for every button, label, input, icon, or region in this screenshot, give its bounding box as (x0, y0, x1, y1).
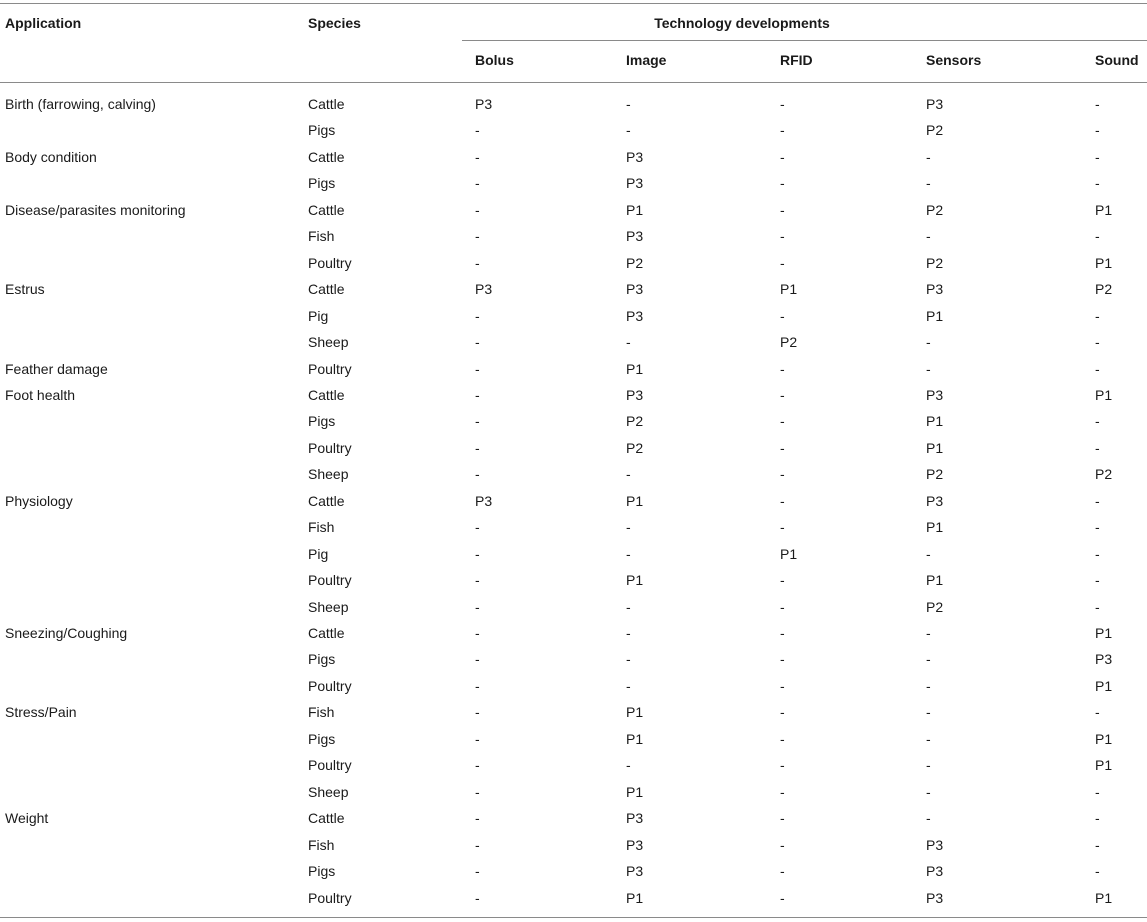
cell-image: P2 (626, 439, 644, 456)
cell-bolus: - (475, 307, 480, 324)
cell-image: P2 (626, 254, 644, 271)
cell-application: Body condition (5, 148, 97, 165)
cell-rfid: - (780, 307, 785, 324)
cell-bolus: - (475, 572, 480, 589)
cell-sound: P1 (1095, 757, 1113, 774)
table-row (0, 461, 1147, 488)
header-sensors: Sensors (926, 52, 982, 68)
cell-image: P1 (626, 730, 644, 747)
cell-sound: - (1095, 492, 1100, 509)
cell-species: Poultry (308, 677, 352, 694)
cell-image: P3 (626, 810, 644, 827)
cell-application: Foot health (5, 386, 76, 403)
cell-rfid: - (780, 122, 785, 139)
header-bolus: Bolus (475, 52, 514, 68)
cell-sensors: P1 (926, 307, 944, 324)
cell-bolus: - (475, 122, 480, 139)
cell-bolus: - (475, 175, 480, 192)
cell-species: Pig (308, 545, 329, 562)
cell-bolus: - (475, 625, 480, 641)
cell-species: Sheep (308, 334, 349, 351)
table-row (0, 673, 1147, 700)
cell-sound: - (1095, 96, 1100, 112)
cell-sensors: - (926, 704, 931, 721)
cell-bolus: - (475, 519, 480, 536)
cell-image: P1 (626, 704, 644, 721)
cell-image: P3 (626, 281, 644, 298)
cell-sensors: - (926, 810, 931, 827)
cell-species: Poultry (308, 757, 352, 774)
cell-sensors: P3 (926, 836, 944, 853)
cell-species: Poultry (308, 572, 352, 589)
cell-sensors: - (926, 360, 931, 377)
table-row (0, 858, 1147, 885)
cell-sensors: - (926, 334, 931, 351)
cell-rfid: - (780, 677, 785, 694)
cell-sound: - (1095, 704, 1100, 721)
cell-rfid: - (780, 360, 785, 377)
table-row (0, 567, 1147, 594)
table-row (0, 329, 1147, 356)
cell-species: Sheep (308, 466, 349, 483)
cell-image: P1 (626, 783, 644, 800)
cell-bolus: - (475, 889, 480, 906)
table-top-rule (0, 3, 1147, 4)
table-row (0, 620, 1147, 647)
cell-bolus: - (475, 386, 480, 403)
cell-sound: P1 (1095, 730, 1113, 747)
cell-sound: - (1095, 360, 1100, 377)
cell-bolus: - (475, 757, 480, 774)
cell-species: Cattle (308, 281, 345, 298)
cell-species: Cattle (308, 625, 345, 641)
cell-sensors: - (926, 228, 931, 245)
cell-bolus: - (475, 651, 480, 668)
cell-sensors: P3 (926, 889, 944, 906)
table-bottom-rule (0, 917, 1147, 918)
cell-sound: - (1095, 175, 1100, 192)
cell-rfid: - (780, 704, 785, 721)
cell-bolus: - (475, 228, 480, 245)
header-image: Image (626, 52, 667, 68)
cell-bolus: - (475, 598, 480, 615)
table-row (0, 144, 1147, 171)
cell-sound: - (1095, 836, 1100, 853)
cell-sensors: - (926, 175, 931, 192)
cell-sound: - (1095, 148, 1100, 165)
cell-application: Feather damage (5, 360, 108, 377)
cell-sound: - (1095, 598, 1100, 615)
cell-image: - (626, 545, 631, 562)
cell-species: Pigs (308, 175, 336, 192)
cell-bolus: - (475, 545, 480, 562)
cell-application: Disease/parasites monitoring (5, 201, 186, 218)
cell-species: Poultry (308, 439, 352, 456)
cell-sensors: P2 (926, 254, 944, 271)
cell-application: Birth (farrowing, calving) (5, 96, 156, 112)
cell-species: Pig (308, 307, 329, 324)
cell-sound: - (1095, 783, 1100, 800)
cell-sound: - (1095, 572, 1100, 589)
cell-bolus: - (475, 704, 480, 721)
cell-species: Pigs (308, 651, 336, 668)
cell-rfid: - (780, 201, 785, 218)
table-row (0, 646, 1147, 673)
cell-bolus: - (475, 730, 480, 747)
table-row (0, 117, 1147, 144)
cell-bolus: P3 (475, 281, 493, 298)
cell-rfid: - (780, 757, 785, 774)
cell-sound: P1 (1095, 889, 1113, 906)
cell-image: - (626, 757, 631, 774)
cell-rfid: - (780, 730, 785, 747)
cell-sound: P1 (1095, 625, 1113, 641)
cell-bolus: - (475, 783, 480, 800)
cell-rfid: - (780, 386, 785, 403)
cell-sensors: P2 (926, 598, 944, 615)
cell-sensors: P1 (926, 413, 944, 430)
table-row (0, 805, 1147, 832)
cell-species: Cattle (308, 201, 345, 218)
cell-sound: - (1095, 863, 1100, 880)
cell-image: - (626, 519, 631, 536)
table-row (0, 514, 1147, 541)
table-row (0, 752, 1147, 779)
cell-rfid: - (780, 651, 785, 668)
cell-rfid: - (780, 625, 785, 641)
cell-sound: P2 (1095, 466, 1113, 483)
cell-sound: - (1095, 545, 1100, 562)
header-sound: Sound (1095, 52, 1139, 68)
header-rfid: RFID (780, 52, 813, 68)
cell-sensors: - (926, 677, 931, 694)
cell-sensors: - (926, 651, 931, 668)
cell-rfid: - (780, 148, 785, 165)
cell-image: P3 (626, 307, 644, 324)
cell-sound: P1 (1095, 677, 1113, 694)
cell-image: - (626, 677, 631, 694)
cell-bolus: - (475, 466, 480, 483)
cell-sensors: P1 (926, 519, 944, 536)
cell-species: Sheep (308, 783, 349, 800)
cell-species: Pigs (308, 863, 336, 880)
header-technology-group: Technology developments (654, 15, 830, 31)
cell-bolus: - (475, 836, 480, 853)
cell-species: Fish (308, 704, 335, 721)
cell-species: Pigs (308, 730, 336, 747)
cell-sensors: P1 (926, 439, 944, 456)
cell-species: Fish (308, 228, 335, 245)
cell-species: Fish (308, 519, 335, 536)
cell-image: P1 (626, 889, 644, 906)
cell-species: Sheep (308, 598, 349, 615)
cell-sensors: P2 (926, 122, 944, 139)
cell-sound: - (1095, 439, 1100, 456)
cell-bolus: - (475, 677, 480, 694)
cell-sound: P1 (1095, 201, 1113, 218)
cell-image: - (626, 598, 631, 615)
cell-image: P3 (626, 386, 644, 403)
cell-species: Cattle (308, 386, 345, 403)
cell-sound: - (1095, 122, 1100, 139)
table-row (0, 488, 1147, 515)
cell-rfid: - (780, 413, 785, 430)
cell-image: - (626, 466, 631, 483)
table-row (0, 541, 1147, 568)
cell-rfid: P1 (780, 545, 798, 562)
table-row (0, 303, 1147, 330)
cell-rfid: - (780, 228, 785, 245)
cell-bolus: - (475, 439, 480, 456)
table-row (0, 885, 1147, 912)
table-row (0, 435, 1147, 462)
cell-rfid: P1 (780, 281, 798, 298)
cell-bolus: - (475, 360, 480, 377)
cell-image: P1 (626, 572, 644, 589)
cell-application: Weight (5, 810, 49, 827)
cell-rfid: - (780, 492, 785, 509)
cell-sensors: P3 (926, 96, 944, 112)
cell-image: - (626, 651, 631, 668)
cell-rfid: - (780, 519, 785, 536)
cell-rfid: - (780, 96, 785, 112)
cell-application: Stress/Pain (5, 704, 77, 721)
cell-image: - (626, 96, 631, 112)
cell-sensors: - (926, 545, 931, 562)
cell-sound: - (1095, 810, 1100, 827)
cell-species: Pigs (308, 122, 336, 139)
cell-species: Poultry (308, 254, 352, 271)
table-row (0, 276, 1147, 303)
cell-rfid: - (780, 783, 785, 800)
cell-rfid: - (780, 572, 785, 589)
cell-rfid: - (780, 175, 785, 192)
cell-image: P3 (626, 175, 644, 192)
cell-bolus: - (475, 334, 480, 351)
cell-image: - (626, 625, 631, 641)
header-bottom-rule (0, 82, 1147, 83)
cell-species: Cattle (308, 810, 345, 827)
cell-sensors: - (926, 148, 931, 165)
cell-application: Physiology (5, 492, 73, 509)
cell-sound: P1 (1095, 386, 1113, 403)
cell-rfid: - (780, 810, 785, 827)
cell-sensors: P3 (926, 492, 944, 509)
cell-image: P3 (626, 228, 644, 245)
cell-rfid: - (780, 466, 785, 483)
cell-image: P1 (626, 360, 644, 377)
table-row (0, 356, 1147, 383)
cell-bolus: - (475, 413, 480, 430)
cell-sensors: P2 (926, 201, 944, 218)
table-row (0, 250, 1147, 277)
cell-species: Poultry (308, 889, 352, 906)
cell-species: Pigs (308, 413, 336, 430)
cell-bolus: P3 (475, 96, 493, 112)
table-row (0, 408, 1147, 435)
cell-sound: P1 (1095, 254, 1113, 271)
cell-image: - (626, 122, 631, 139)
table-row (0, 91, 1147, 118)
cell-sensors: P3 (926, 863, 944, 880)
cell-sensors: P1 (926, 572, 944, 589)
cell-species: Fish (308, 836, 335, 853)
cell-species: Poultry (308, 360, 352, 377)
table-row (0, 699, 1147, 726)
cell-sound: - (1095, 334, 1100, 351)
cell-sound: - (1095, 307, 1100, 324)
cell-rfid: - (780, 836, 785, 853)
cell-sound: - (1095, 228, 1100, 245)
cell-sensors: - (926, 730, 931, 747)
cell-application: Sneezing/Coughing (5, 625, 128, 641)
cell-bolus: - (475, 863, 480, 880)
table-row (0, 223, 1147, 250)
cell-species: Cattle (308, 492, 345, 509)
cell-bolus: - (475, 254, 480, 271)
table-row (0, 197, 1147, 224)
cell-sensors: - (926, 757, 931, 774)
cell-sound: P2 (1095, 281, 1113, 298)
cell-bolus: - (475, 201, 480, 218)
cell-rfid: - (780, 254, 785, 271)
cell-rfid: - (780, 439, 785, 456)
cell-image: P2 (626, 413, 644, 430)
cell-sensors: - (926, 625, 931, 641)
cell-image: P3 (626, 863, 644, 880)
table-row (0, 594, 1147, 621)
cell-sensors: P3 (926, 281, 944, 298)
cell-species: Cattle (308, 148, 345, 165)
table-row (0, 779, 1147, 806)
cell-image: P3 (626, 148, 644, 165)
cell-sound: P3 (1095, 651, 1113, 668)
cell-image: P1 (626, 492, 644, 509)
cell-sensors: P2 (926, 466, 944, 483)
cell-rfid: - (780, 889, 785, 906)
cell-rfid: - (780, 863, 785, 880)
header-species: Species (308, 15, 361, 31)
cell-rfid: P2 (780, 334, 798, 351)
table-row (0, 832, 1147, 859)
cell-image: P3 (626, 836, 644, 853)
table-row (0, 170, 1147, 197)
table-row (0, 726, 1147, 753)
cell-sensors: P3 (926, 386, 944, 403)
cell-bolus: P3 (475, 492, 493, 509)
group-header-rule (462, 40, 1147, 41)
table-row (0, 382, 1147, 409)
header-application: Application (5, 15, 82, 31)
cell-image: - (626, 334, 631, 351)
cell-sensors: - (926, 783, 931, 800)
cell-image: P1 (626, 201, 644, 218)
cell-application: Estrus (5, 281, 45, 298)
cell-sound: - (1095, 413, 1100, 430)
cell-bolus: - (475, 148, 480, 165)
cell-bolus: - (475, 810, 480, 827)
cell-sound: - (1095, 519, 1100, 536)
cell-species: Cattle (308, 96, 345, 112)
cell-rfid: - (780, 598, 785, 615)
